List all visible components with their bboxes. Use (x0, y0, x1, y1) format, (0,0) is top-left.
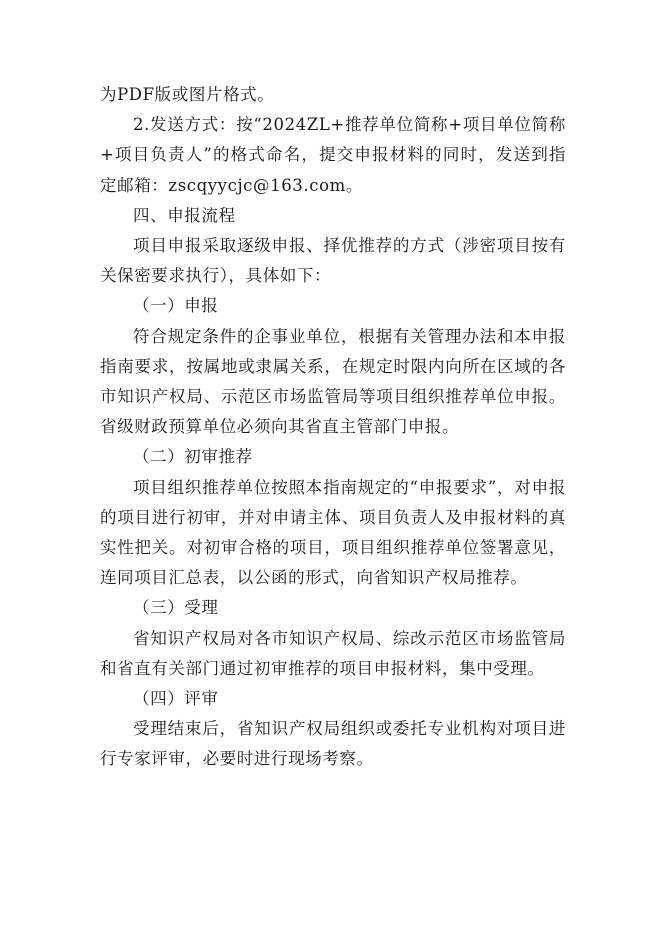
paragraph-acceptance: 省知识产权局对各市知识产权局、综改示范区市场监管局和省直有关部门通过初审推荐的项目申报材料，集中受理。 (100, 628, 566, 678)
paragraph-evaluation: 受理结束后，省知识产权局组织或委托专业机构对项目进行专家评审，必要时进行现场考察。 (100, 719, 566, 769)
paragraph-application: 符合规定条件的企事业单位，根据有关管理办法和本申报指南要求，按属地或隶属关系，在规定时限内向所在区域的各市知识产权局、示范区市场监管局等项目组织推荐单位申报。省级财政预算单位必须向其省直主管部门申报。 (100, 326, 566, 437)
subheading-acceptance: （三）受理 (133, 598, 219, 618)
subheading-evaluation: （四）评审 (133, 689, 219, 709)
document-body (100, 80, 566, 775)
subheading-application: （一）申报 (133, 296, 219, 316)
paragraph-send-method: 2.发送方式：按“2024ZL+推荐单位简称+项目单位简称+项目负责人”的格式命名，提交申报材料的同时，发送到指定邮箱：zscqyycjc@163.com。 (100, 115, 566, 195)
paragraph-process-intro: 项目申报采取逐级申报、择优推荐的方式（涉密项目按有关保密要求执行），具体如下： (100, 236, 566, 286)
paragraph-preliminary-review: 项目组织推荐单位按照本指南规定的“申报要求”，对申报的项目进行初审，并对申请主体、项目负责人及申报材料的真实性把关。对初审合格的项目，项目组织推荐单位签署意见，连同项目汇总表，以公函的形式，向省知识产权局推荐。 (100, 477, 566, 588)
subheading-preliminary-review: （二）初审推荐 (133, 447, 253, 467)
paragraph-format-continuation: 为PDF版或图片格式。 (100, 85, 275, 104)
section-heading-application-process: 四、申报流程 (133, 205, 236, 225)
